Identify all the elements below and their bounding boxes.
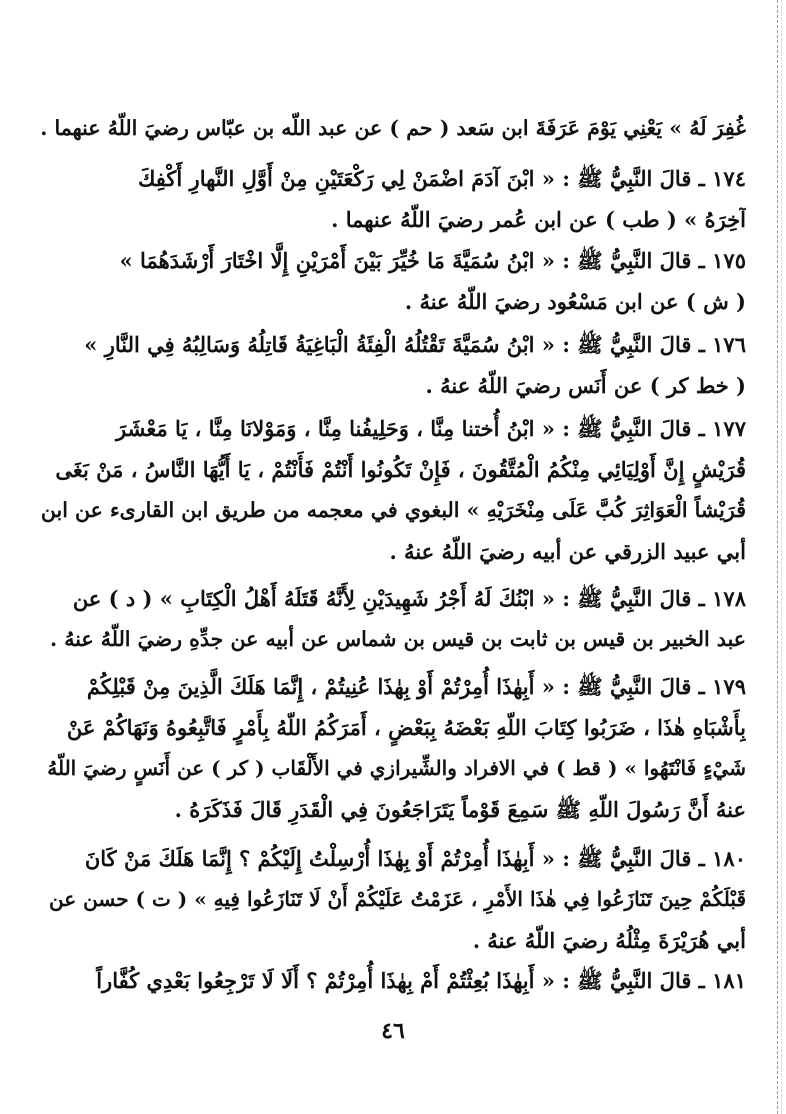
binding-edge-dots	[781, 0, 782, 1114]
text-line: شَيْءٍ فَانْتَهُوا » ( قط ) في الافراد والشِّيرازي في الأَلْقَاب ( كر ) عن أَنَسٍ رضيَ اللّهُ	[47, 756, 746, 780]
text-line: ١٨٠ ـ قالَ النَّبِيُّ ﷺ : « أَبِهٰذَا أُمِرْتُمْ أَوْ بِهٰذَا أُرْسِلْتُ إِلَيْكُمْ ؟ إِنَّمَا هَلَكَ مَنْ كَانَ	[84, 846, 746, 871]
text-line: آخِرَهُ » ( طب ) عن ابن عُمر رضيَ اللّهُ عنهما .	[331, 207, 746, 232]
text-line: ١٨١ ـ قالَ النَّبِيُّ ﷺ : « أَبِهٰذَا بُعِثْتُمْ أَمْ بِهٰذَا أُمِرْتُمْ ؟ أَلَا لَا تَرْجِعُوا بَعْدِي كُفَّاراً	[96, 968, 746, 993]
text-line: ١٧٧ ـ قالَ النَّبِيُّ ﷺ : « ابْنُ أُختنا مِنَّا ، وَحَلِيفُنا مِنَّا ، وَمَوْلانَا مِنَّا ، يَا مَعْشَرَ	[116, 416, 746, 441]
text-line: ( خط كر ) عن أَنَس رضيَ اللّهُ عنهُ .	[425, 373, 746, 398]
text-line: ١٧٨ ـ قالَ النَّبِيُّ ﷺ : « ابْنُكَ لَهُ أَجْرُ شَهِيدَيْنِ لِأَنَّهُ قَتَلَهُ أَهْلُ الْكِتَابِ » ( د ) عن	[72, 586, 746, 611]
entry-176	[36, 324, 746, 406]
text-line: قُرَيْشاً الْعَوَاثِرَ كُبَّ عَلَى مِنْخَرَيْهِ » البغوي في معجمه من طريق ابن القارىء عن ابن	[40, 498, 746, 522]
binding-edge-line	[777, 0, 778, 1114]
text-line: ( ش ) عن ابن مَسْعُود رضيَ اللّهُ عنهُ .	[404, 289, 746, 314]
entry-177	[36, 408, 746, 572]
text-line: ١٧٤ ـ قالَ النَّبِيُّ ﷺ : « ابْنَ آدَمَ اضْمَنْ لِي رَكْعَتَيْنِ مِنْ أَوَّلِ النَّهارِ أَكْفِكَ	[138, 166, 746, 191]
text-line: قُرَيْشٍ إِنَّ أَوْلِيَائِي مِنْكُمُ الْمُتَّقُونَ ، فَإِنْ تَكُونُوا أَنْتُمْ فَأَنْتُمْ ، يَا أَيُّهَا النَّاسُ ، مَنْ بَغَى	[55, 457, 746, 482]
entry-173-tail	[36, 108, 746, 149]
entry-175	[36, 240, 746, 322]
text-line: ١٧٥ ـ قالَ النَّبِيُّ ﷺ : « ابْنُ سُمَيَّةَ مَا خُيِّرَ بَيْنَ أَمْرَيْنِ إِلَّا اخْتَارَ أَرْشَدَهُمَا »	[119, 248, 746, 273]
entry-178	[36, 578, 746, 660]
text-line: أبي عبيد الزرقي عن أبيه رضيَ اللّهُ عنهُ .	[389, 539, 746, 564]
text-line: ١٧٩ ـ قالَ النَّبِيُّ ﷺ : « أَبِهٰذَا أُمِرْتُمْ أَوْ بِهٰذَا عُنِيتُمْ ، إِنَّمَا هَلَكَ الَّذِينَ مِنْ قَبْلِكُمْ	[86, 674, 746, 699]
text-line: عنهُ أَنَّ رَسُولَ اللّهِ ﷺ سَمِعَ قَوْماً يَتَرَاجَعُونَ فِي الْقَدَرِ قَالَ فَذَكَرَهُ .	[174, 797, 746, 822]
text-line: غُفِرَ لَهُ » يَعْنِي يَوْمَ عَرَفَةَ ابن سَعد ( حم ) عن عبد اللّه بن عبّاس رضيَ اللّهُ عنهما .	[40, 116, 746, 140]
text-line: قَبْلَكُمْ حِينَ تَنَازَعُوا فِي هٰذَا الأَمْرِ ، عَزَمْتُ عَلَيْكُمْ أَنْ لَا تَنَازَعُوا فِيهِ » ( ت ) حسن عن	[49, 887, 746, 911]
entry-181	[36, 960, 746, 1001]
entry-180	[36, 838, 746, 961]
text-line: بِأَشْبَاهِ هٰذَا ، ضَرَبُوا كِتَابَ اللّهِ بَعْضَهُ بِبَعْضٍ ، أَمَرَكُمُ اللّهُ بِأَمْرٍ فَاتَّبِعُوهُ وَنَهَاكُمْ عَنْ	[66, 715, 746, 740]
page-number: ٤٦	[381, 1018, 405, 1044]
text-line: عبد الخبير بن قيس بن ثابت بن قيس بن شماس عن أبيه عن جدِّهِ رضيَ اللّهُ عنهُ .	[49, 627, 746, 651]
entry-174	[36, 158, 746, 240]
text-line: أبي هُرَيْرَةَ مِثْلُهُ رضيَ اللّهُ عنهُ .	[472, 928, 746, 953]
text-line: ١٧٦ ـ قالَ النَّبِيُّ ﷺ : « ابْنُ سُمَيَّةَ تَقْتُلُهُ الْفِئَةُ الْبَاغِيَةُ قَاتِلُهُ وَسَالِبُهُ فِي النَّارِ »	[84, 332, 746, 357]
entry-179	[36, 666, 746, 830]
